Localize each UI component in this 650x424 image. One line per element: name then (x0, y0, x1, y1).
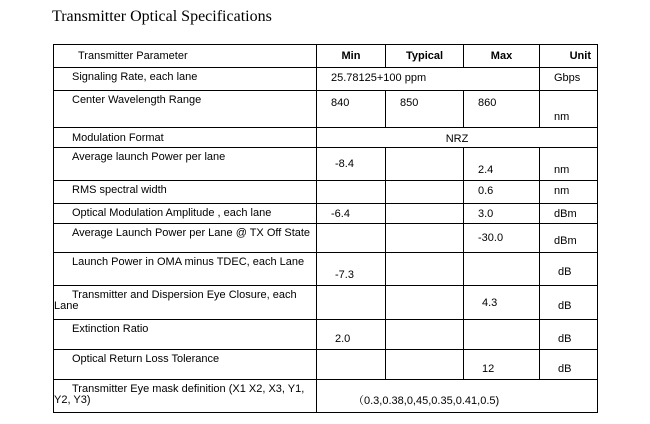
row-max: 2.4 (464, 148, 540, 181)
header-unit: Unit (540, 45, 598, 68)
row-min (317, 350, 386, 380)
row-min (317, 181, 386, 204)
table-row (54, 350, 598, 380)
table-row (54, 128, 598, 148)
row-typical (386, 253, 464, 286)
row-range-value: 25.78125+100 ppm (317, 68, 540, 91)
row-parameter: Optical Return Loss Tolerance (54, 350, 317, 380)
row-min (317, 286, 386, 320)
table-row (54, 224, 598, 253)
row-parameter: Modulation Format (54, 128, 317, 148)
row-span-value: NRZ (317, 128, 598, 148)
row-unit: Gbps (540, 68, 598, 91)
row-parameter: Signaling Rate, each lane (54, 68, 317, 91)
row-typical (386, 148, 464, 181)
row-typical (386, 286, 464, 320)
header-typical: Typical (386, 45, 464, 68)
row-parameter: Transmitter Eye mask definition (X1 X2, X3, Y1, Y2, Y3) (54, 380, 317, 413)
row-min: 2.0 (317, 320, 386, 350)
row-typical (386, 320, 464, 350)
row-parameter: Extinction Ratio (54, 320, 317, 350)
table-row (54, 68, 598, 91)
row-max: 860 (464, 91, 540, 128)
row-typical: 850 (386, 91, 464, 128)
row-typical (386, 224, 464, 253)
header-min: Min (317, 45, 386, 68)
row-typical (386, 350, 464, 380)
row-parameter: Launch Power in OMA minus TDEC, each Lane (54, 253, 317, 286)
table-row (54, 286, 598, 320)
row-span-value: （0.3,0.38,0,45,0.35,0.41,0.5) (317, 380, 598, 413)
spec-table (53, 44, 598, 413)
row-max: 3.0 (464, 204, 540, 224)
row-min: 840 (317, 91, 386, 128)
row-max: 0.6 (464, 181, 540, 204)
row-parameter: Average launch Power per lane (54, 148, 317, 181)
row-max (464, 320, 540, 350)
row-typical (386, 181, 464, 204)
row-min: -6.4 (317, 204, 386, 224)
row-unit: nm (540, 181, 598, 204)
row-unit: dBm (540, 224, 598, 253)
row-unit: nm (540, 91, 598, 128)
row-unit: dB (540, 286, 598, 320)
row-parameter: Optical Modulation Amplitude , each lane (54, 204, 317, 224)
table-row (54, 380, 598, 413)
row-unit: dB (540, 350, 598, 380)
table-row (54, 204, 598, 224)
table-row (54, 253, 598, 286)
row-parameter: Center Wavelength Range (54, 91, 317, 128)
table-row (54, 320, 598, 350)
table-row (54, 91, 598, 128)
row-unit: dB (540, 253, 598, 286)
table-row (54, 181, 598, 204)
header-row (54, 45, 598, 68)
header-parameter: Transmitter Parameter (54, 45, 317, 68)
header-max: Max (464, 45, 540, 68)
table-row (54, 148, 598, 181)
row-typical (386, 204, 464, 224)
row-min (317, 224, 386, 253)
row-max: 12 (464, 350, 540, 380)
row-unit: dB (540, 320, 598, 350)
row-unit: nm (540, 148, 598, 181)
row-max: 4.3 (464, 286, 540, 320)
row-parameter: RMS spectral width (54, 181, 317, 204)
row-max: -30.0 (464, 224, 540, 253)
row-min: -8.4 (317, 148, 386, 181)
page-title: Transmitter Optical Specifications (52, 8, 272, 25)
row-max (464, 253, 540, 286)
row-unit: dBm (540, 204, 598, 224)
row-parameter: Transmitter and Dispersion Eye Closure, each Lane (54, 286, 317, 320)
row-parameter: Average Launch Power per Lane @ TX Off State (54, 224, 317, 253)
row-min: -7.3 (317, 253, 386, 286)
